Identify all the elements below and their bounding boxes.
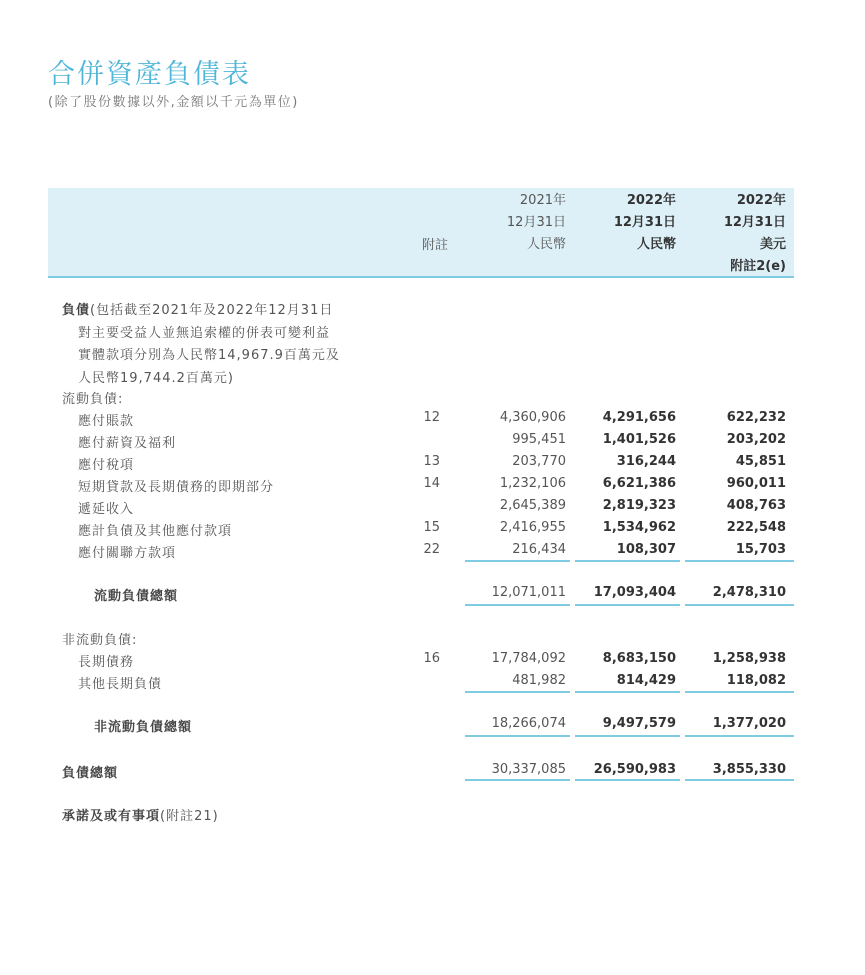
value-2022-rmb: 814,429 (616, 673, 676, 688)
subtotal-rule (575, 560, 680, 562)
row-label: 流動負債總額 (94, 589, 179, 604)
subtotal-rule (685, 560, 794, 562)
row-label: 應付稅項 (78, 458, 135, 473)
value-2022-rmb: 4,291,656 (602, 410, 676, 425)
row-note: 16 (423, 651, 440, 666)
noncurrent-liabilities-heading: 非流動負債: (62, 633, 138, 648)
value-2021-rmb: 4,360,906 (499, 410, 566, 425)
table-row (0, 651, 865, 671)
total-rule (465, 735, 570, 737)
value-2021-rmb: 1,232,106 (499, 476, 566, 491)
value-2021-rmb: 216,434 (512, 542, 566, 557)
header-col3-line: 12月31日 (723, 215, 786, 230)
commitments-note: (附註21) (160, 809, 219, 824)
value-2022-usd: 118,082 (726, 673, 786, 688)
subtotal-rule (685, 691, 794, 693)
value-2022-rmb: 2,819,323 (602, 498, 676, 513)
row-label: 應付關聯方款項 (78, 546, 177, 561)
current-liabilities-heading: 流動負債: (62, 392, 124, 407)
total-row-noncurrent (0, 716, 865, 736)
value-2022-rmb: 26,590,983 (593, 762, 676, 777)
page-title: 合併資產負債表 (48, 59, 251, 90)
commitments-heading: 承諾及或有事項 (62, 809, 161, 824)
value-2022-usd: 1,258,938 (712, 651, 786, 666)
header-col2-line: 人民幣 (636, 237, 676, 252)
row-label: 應付薪資及福利 (78, 436, 177, 451)
row-note: 12 (423, 410, 440, 425)
row-label: 負債總額 (62, 766, 119, 781)
value-2021-rmb: 481,982 (512, 673, 566, 688)
total-rule (685, 604, 794, 606)
row-label: 應計負債及其他應付款項 (78, 524, 233, 539)
value-2022-rmb: 1,401,526 (602, 432, 676, 447)
header-col2-line: 2022年 (626, 193, 676, 208)
value-2022-usd: 45,851 (735, 454, 786, 469)
value-2022-usd: 960,011 (726, 476, 786, 491)
header-col-2022-usd (690, 190, 786, 278)
subtotal-rule (465, 691, 570, 693)
value-2022-rmb: 8,683,150 (602, 651, 676, 666)
current-liabilities-heading-row (0, 388, 865, 408)
value-2022-usd: 3,855,330 (712, 762, 786, 777)
header-col3-line: 附註2(e) (730, 259, 786, 274)
value-2021-rmb: 995,451 (512, 432, 566, 447)
header-col1-line: 人民幣 (526, 237, 566, 252)
value-2022-usd: 203,202 (726, 432, 786, 447)
row-note: 15 (423, 520, 440, 535)
grand-total-rule (465, 779, 570, 781)
value-2021-rmb: 18,266,074 (491, 716, 566, 731)
header-col3-line: 2022年 (736, 193, 786, 208)
row-note: 13 (423, 454, 440, 469)
liabilities-intro-line: 實體款項分別為人民幣14,967.9百萬元及 (78, 348, 340, 363)
value-2021-rmb: 30,337,085 (491, 762, 566, 777)
row-label: 其他長期負債 (78, 677, 163, 692)
value-2022-rmb: 6,621,386 (602, 476, 676, 491)
header-col1-line: 2021年 (519, 193, 566, 208)
value-2022-usd: 408,763 (726, 498, 786, 513)
total-rule (575, 735, 680, 737)
row-label: 短期貸款及長期債務的即期部分 (78, 480, 275, 495)
grand-total-rule (685, 779, 794, 781)
row-label: 應付賬款 (78, 414, 135, 429)
commitments-label (62, 805, 219, 824)
total-row-current (0, 585, 865, 605)
row-label: 遞延收入 (78, 502, 135, 517)
table-row (0, 542, 865, 562)
page-subtitle: (除了股份數據以外,金額以千元為單位) (48, 95, 299, 110)
value-2022-rmb: 17,093,404 (593, 585, 676, 600)
liabilities-intro-line: (包括截至2021年及2022年12月31日 (90, 303, 334, 318)
value-2021-rmb: 203,770 (512, 454, 566, 469)
value-2022-usd: 15,703 (735, 542, 786, 557)
value-2021-rmb: 2,416,955 (499, 520, 566, 535)
row-note: 14 (423, 476, 440, 491)
value-2022-rmb: 108,307 (616, 542, 676, 557)
header-col2-line: 12月31日 (613, 215, 676, 230)
value-2022-rmb: 1,534,962 (602, 520, 676, 535)
subtotal-rule (575, 691, 680, 693)
total-rule (465, 604, 570, 606)
header-col3-line: 美元 (759, 237, 786, 252)
value-2021-rmb: 17,784,092 (491, 651, 566, 666)
noncurrent-liabilities-heading-row (0, 629, 865, 649)
value-2021-rmb: 2,645,389 (499, 498, 566, 513)
table-row (0, 432, 865, 452)
table-header-band (48, 188, 794, 278)
table-row (0, 673, 865, 693)
table-row (0, 498, 865, 518)
header-col-2022-rmb (580, 190, 676, 256)
value-2022-rmb: 316,244 (616, 454, 676, 469)
table-row (0, 476, 865, 496)
liabilities-intro-line: 人民幣19,744.2百萬元) (78, 370, 234, 386)
liabilities-intro (62, 300, 382, 390)
value-2022-usd: 1,377,020 (712, 716, 786, 731)
header-col-2021-rmb (470, 190, 566, 256)
value-2022-usd: 622,232 (726, 410, 786, 425)
total-rule (575, 604, 680, 606)
liabilities-heading: 負債 (62, 303, 91, 318)
table-row (0, 454, 865, 474)
subtotal-rule (465, 560, 570, 562)
row-label: 非流動負債總額 (94, 720, 193, 735)
value-2022-usd: 2,478,310 (712, 585, 786, 600)
row-label: 長期債務 (78, 655, 135, 670)
value-2022-rmb: 9,497,579 (602, 716, 676, 731)
table-row (0, 520, 865, 540)
liabilities-intro-line: 對主要受益人並無追索權的併表可變利益 (78, 325, 331, 341)
value-2022-usd: 222,548 (726, 520, 786, 535)
row-note: 22 (423, 542, 440, 557)
header-note-label: 附註 (421, 238, 448, 253)
total-rule (685, 735, 794, 737)
value-2021-rmb: 12,071,011 (491, 585, 566, 600)
commitments-row (0, 805, 865, 825)
grand-total-rule (575, 779, 680, 781)
header-col1-line: 12月31日 (506, 215, 566, 230)
table-row (0, 410, 865, 430)
